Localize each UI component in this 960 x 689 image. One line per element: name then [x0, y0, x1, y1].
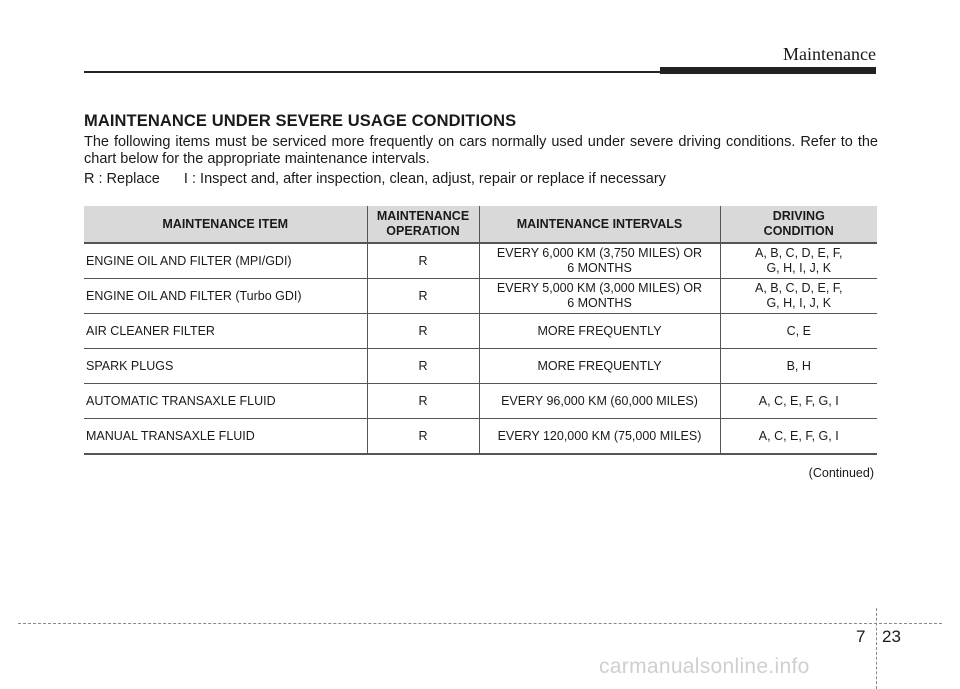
row-condition — [720, 243, 877, 279]
header-rule-thick — [660, 67, 876, 74]
row-condition: C, E — [720, 314, 877, 349]
header-condition-line2: CONDITION — [763, 224, 834, 238]
row-interval-line1: EVERY 5,000 KM (3,000 MILES) OR — [496, 281, 703, 295]
row-condition: A, C, E, F, G, I — [720, 419, 877, 455]
section-title: MAINTENANCE UNDER SEVERE USAGE CONDITIONS — [84, 112, 517, 130]
row-item: ENGINE OIL AND FILTER (Turbo GDI) — [84, 279, 367, 314]
legend-text: R : Replace I : Inspect and, after inspection, clean, adjust, repair or replace if necessary — [84, 171, 666, 187]
watermark-text: carmanualsonline.info — [599, 655, 810, 678]
header-title: Maintenance — [783, 44, 876, 64]
row-operation: R — [367, 243, 479, 279]
header-maintenance-item — [84, 206, 367, 243]
table-row — [84, 384, 877, 419]
table-row — [84, 349, 877, 384]
continued-note: (Continued) — [808, 466, 874, 480]
table-row — [84, 243, 877, 279]
header-maintenance-intervals — [479, 206, 720, 243]
table-row — [84, 279, 877, 314]
row-interval-line1: EVERY 6,000 KM (3,750 MILES) OR — [496, 246, 703, 260]
intro-paragraph: The following items must be serviced more frequently on cars normally used under severe driving conditions. Refer to the chart below for the appropriate maintenance intervals. — [84, 134, 878, 167]
row-operation: R — [367, 349, 479, 384]
maintenance-table — [84, 206, 877, 455]
header-maintenance-operation — [367, 206, 479, 243]
header-condition-line1: DRIVING — [772, 209, 825, 223]
row-interval — [479, 279, 720, 314]
row-condition-line1: A, B, C, D, E, F, — [754, 246, 843, 260]
row-item: AIR CLEANER FILTER — [84, 314, 367, 349]
table-row — [84, 419, 877, 455]
row-interval-line2: 6 MONTHS — [567, 296, 632, 310]
row-condition: B, H — [720, 349, 877, 384]
row-operation: R — [367, 419, 479, 455]
row-interval — [479, 243, 720, 279]
row-item: ENGINE OIL AND FILTER (MPI/GDI) — [84, 243, 367, 279]
row-operation: R — [367, 279, 479, 314]
table-header-row — [84, 206, 877, 243]
header-operation-line2: OPERATION — [386, 224, 460, 238]
table-row — [84, 314, 877, 349]
footer-rule — [18, 623, 942, 624]
header-item-label: MAINTENANCE ITEM — [162, 216, 289, 231]
row-interval: MORE FREQUENTLY — [479, 314, 720, 349]
row-operation: R — [367, 384, 479, 419]
page-number: 23 — [882, 627, 901, 646]
row-interval: MORE FREQUENTLY — [479, 349, 720, 384]
row-item: SPARK PLUGS — [84, 349, 367, 384]
row-condition-line1: A, B, C, D, E, F, — [754, 281, 843, 295]
header-intervals-label: MAINTENANCE INTERVALS — [516, 216, 683, 231]
row-operation: R — [367, 314, 479, 349]
chapter-number: 7 — [856, 627, 866, 646]
row-interval: EVERY 96,000 KM (60,000 MILES) — [479, 384, 720, 419]
header-driving-condition — [720, 206, 877, 243]
footer-divider — [876, 608, 877, 689]
row-interval-line2: 6 MONTHS — [567, 261, 632, 275]
row-condition-line2: G, H, I, J, K — [766, 261, 832, 275]
row-condition — [720, 279, 877, 314]
row-condition-line2: G, H, I, J, K — [766, 296, 832, 310]
header-rule-thin — [84, 71, 660, 73]
row-item: MANUAL TRANSAXLE FLUID — [84, 419, 367, 455]
row-item: AUTOMATIC TRANSAXLE FLUID — [84, 384, 367, 419]
row-interval: EVERY 120,000 KM (75,000 MILES) — [479, 419, 720, 455]
row-condition: A, C, E, F, G, I — [720, 384, 877, 419]
header-operation-line1: MAINTENANCE — [376, 209, 470, 223]
